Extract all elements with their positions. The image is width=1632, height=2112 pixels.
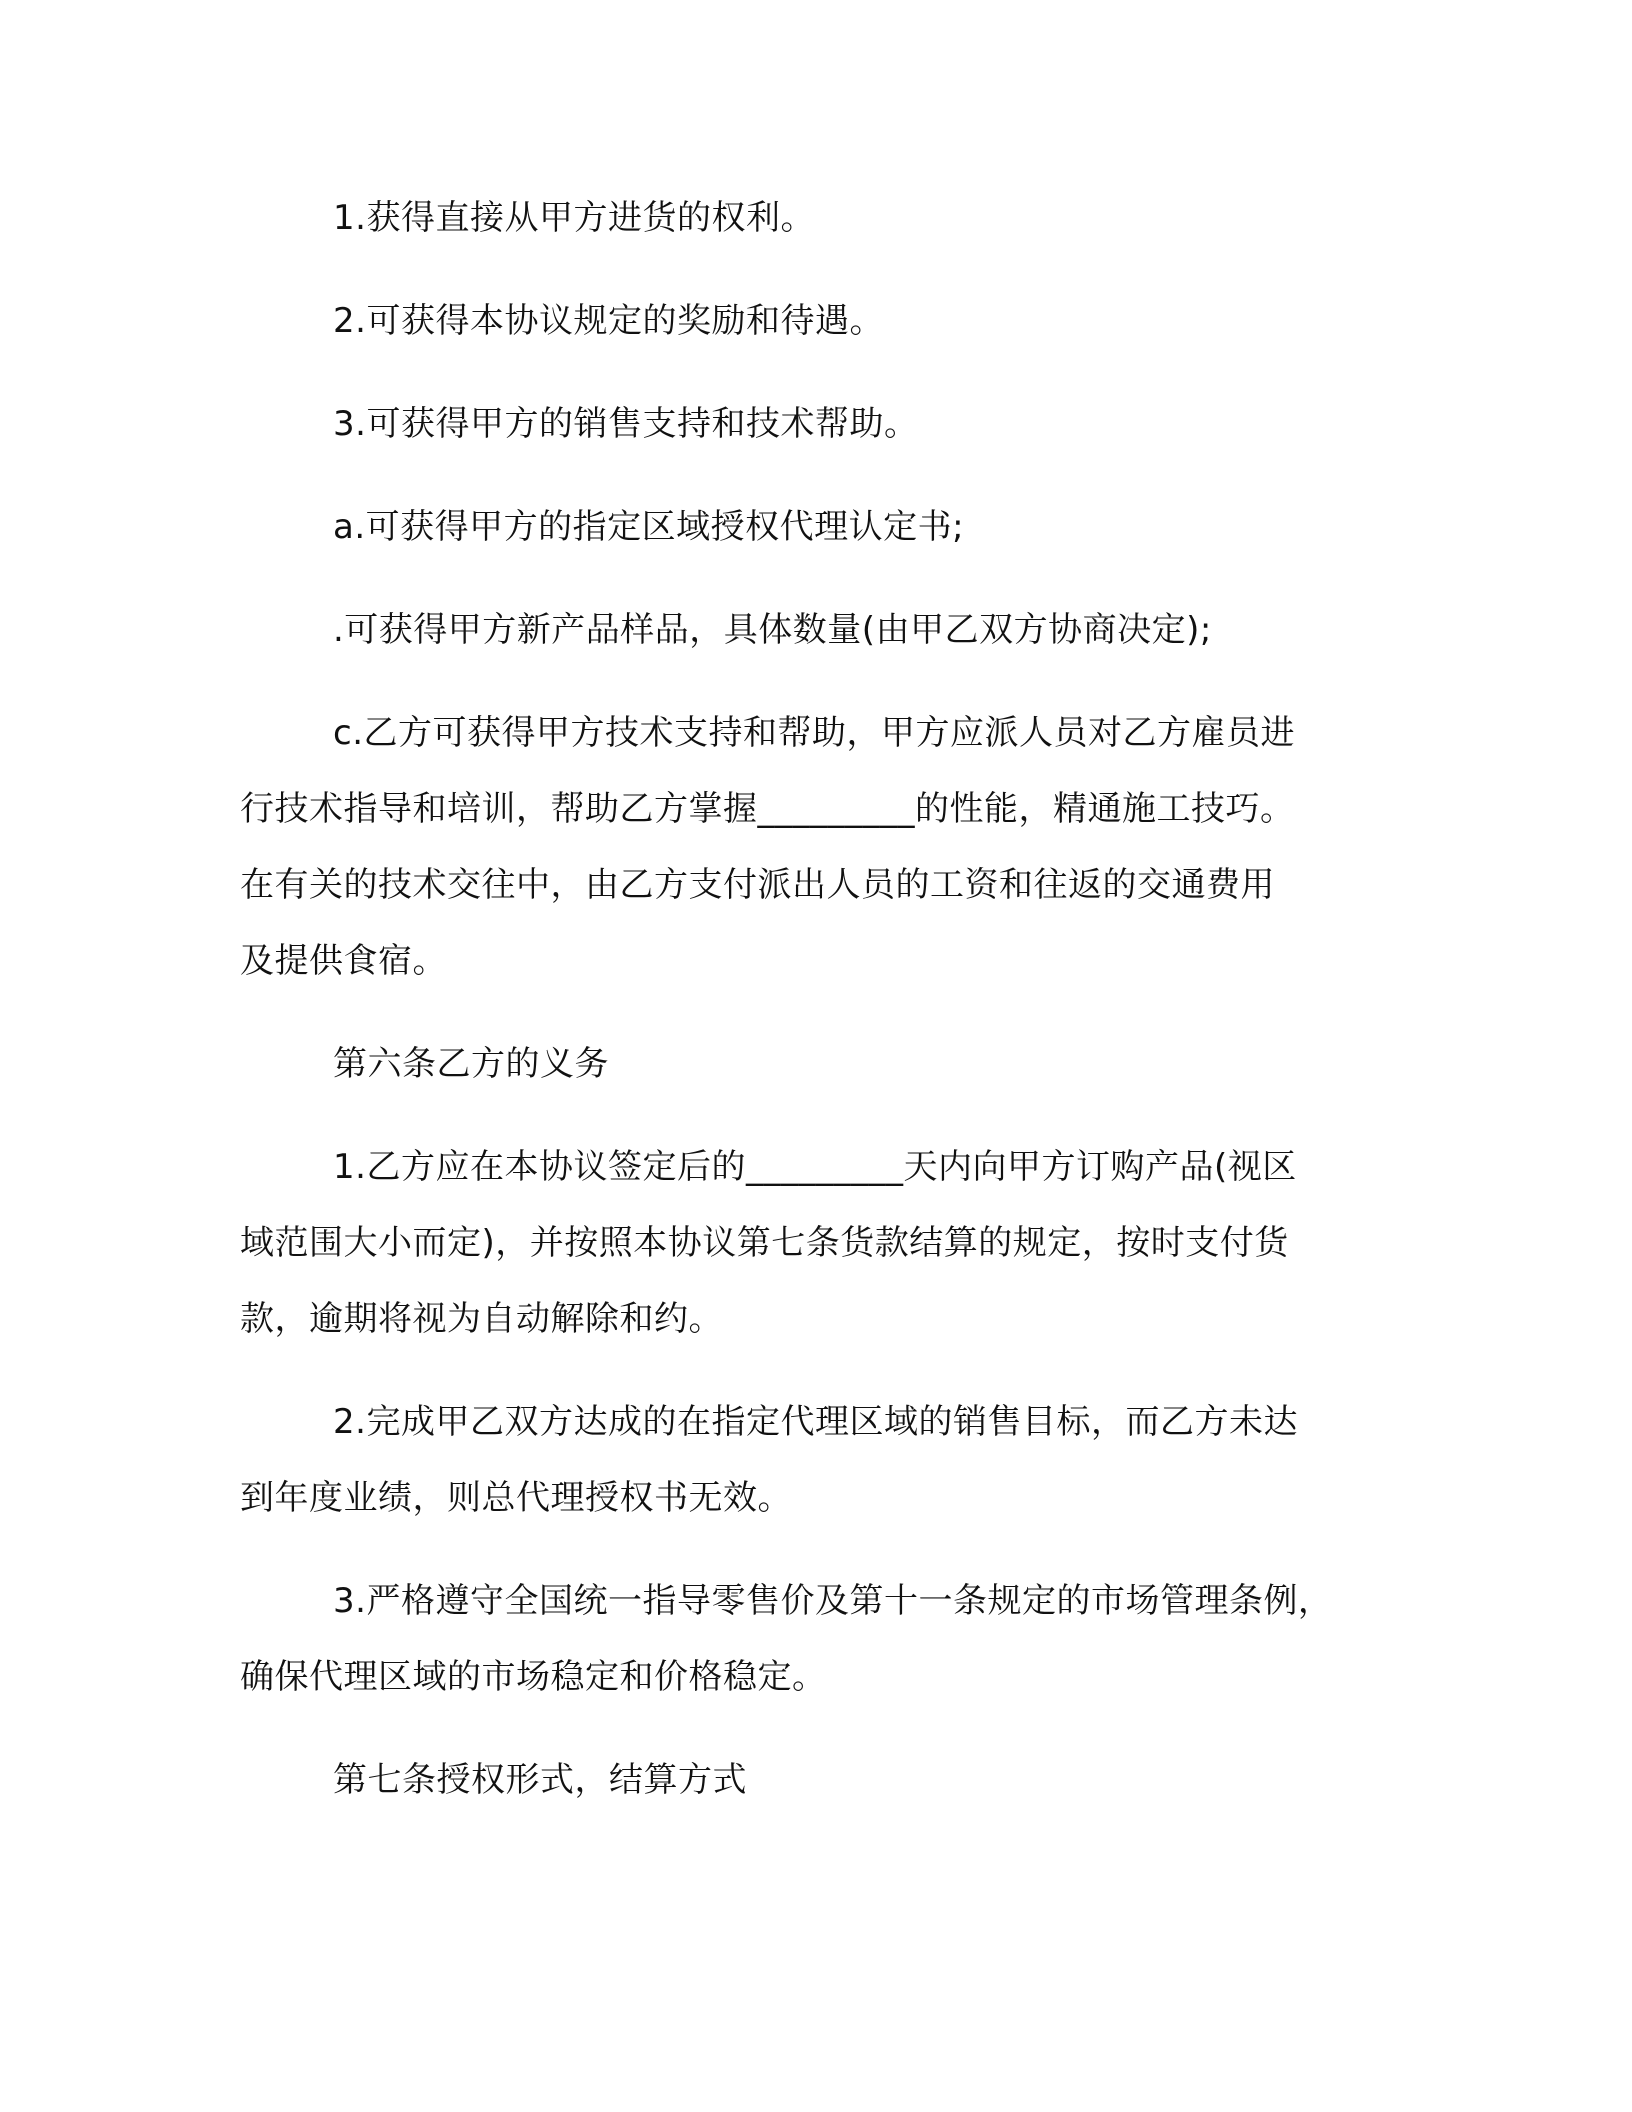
text-line: c.乙方可获得甲方技术支持和帮助，甲方应派人员对乙方雇员进 — [333, 713, 1295, 753]
text-line: 到年度业绩，则总代理授权书无效。 — [240, 1478, 792, 1518]
text-line: 行技术指导和培训，帮助乙方掌握_________的性能，精通施工技巧。 — [240, 789, 1295, 829]
text-line: 2.可获得本协议规定的奖励和待遇。 — [333, 301, 884, 341]
text-line: .可获得甲方新产品样品，具体数量(由甲乙双方协商决定); — [333, 610, 1212, 650]
text-line: 确保代理区域的市场稳定和价格稳定。 — [240, 1657, 827, 1697]
text-line: 3.可获得甲方的销售支持和技术帮助。 — [333, 404, 919, 444]
text-line: a.可获得甲方的指定区域授权代理认定书; — [333, 507, 965, 547]
text-line: 1.获得直接从甲方进货的权利。 — [333, 198, 815, 238]
text-line: 在有关的技术交往中，由乙方支付派出人员的工资和往返的交通费用 — [240, 865, 1275, 905]
section-heading: 第七条授权形式，结算方式 — [333, 1760, 747, 1800]
section-heading: 第六条乙方的义务 — [333, 1044, 609, 1084]
text-line: 域范围大小而定)，并按照本协议第七条货款结算的规定，按时支付货 — [240, 1223, 1289, 1263]
text-line: 1.乙方应在本协议签定后的_________天内向甲方订购产品(视区 — [333, 1147, 1297, 1187]
text-line: 3.严格遵守全国统一指导零售价及第十一条规定的市场管理条例， — [333, 1581, 1333, 1621]
text-line: 2.完成甲乙双方达成的在指定代理区域的销售目标，而乙方未达 — [333, 1402, 1298, 1442]
text-line: 款，逾期将视为自动解除和约。 — [240, 1299, 723, 1339]
text-line: 及提供食宿。 — [240, 941, 447, 981]
